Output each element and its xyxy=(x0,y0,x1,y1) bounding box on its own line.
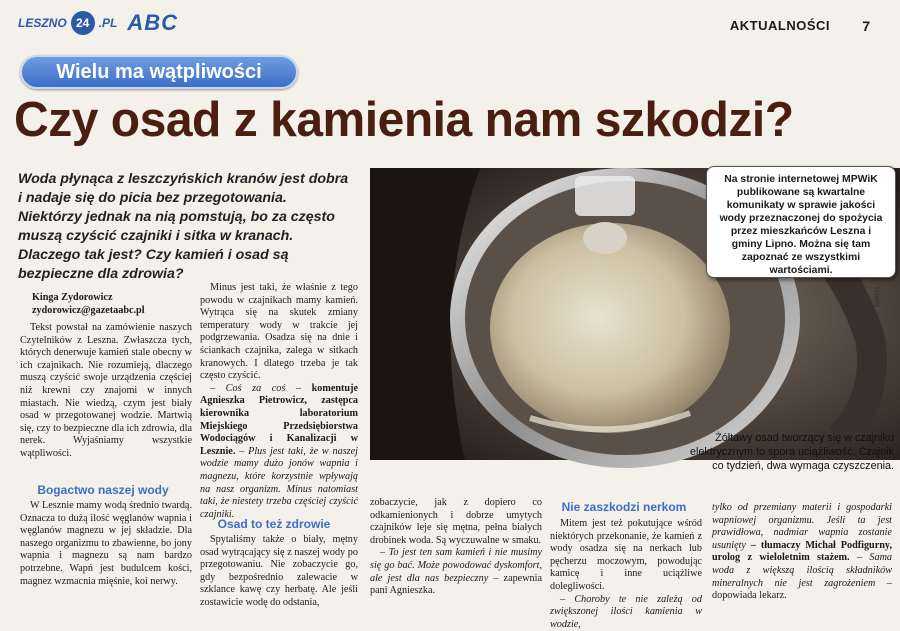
info-box: Na stronie internetowej MPWiK publikowane są kwartalne komunikaty w sprawie jakości wody przeznaczonej do spożycia przez mieszkańców Leszna i gminy Lipno. Można się tam zapoznać ze wszystkimi wartościami. xyxy=(706,166,896,278)
logo-badge: 24 xyxy=(71,11,95,35)
author-email[interactable]: zydorowicz@gazetaabc.pl xyxy=(32,305,145,316)
logo-brand: ABC xyxy=(127,10,179,35)
kicker-banner: Wielu ma wątpliwości xyxy=(20,55,298,89)
quote-attribution: komentuje Agnieszka Pietrowicz, zastępca kierownika laboratorium Miejskiego Przedsiębiorstwa Wodociągów i Kanalizacji w Lesznie. xyxy=(200,382,359,457)
page-number: 7 xyxy=(862,18,870,34)
quote-attribution: – tłumaczy Michał Podfigurny, urolog z wieloletnim stażem. xyxy=(712,539,892,564)
subheading-nerki: Nie zaszkodzi nerkom xyxy=(561,500,687,514)
logo-text-pl: .PL xyxy=(98,16,118,30)
body-paragraph: Minus jest taki, że właśnie z tego powodu w czajnikach mamy kamień. Wytrąca się na skutek zmiany temperatury wody w trakcie jej podgrzewania. Osadza się na dnie i ściankach czajnika, zalega w sitkach kranowych. I dlatego trzeba je tak często czyścić. xyxy=(200,282,358,382)
article-column-1-continued xyxy=(20,500,192,588)
subheading-osad: Osad to też zdrowie xyxy=(217,517,331,531)
article-column-1 xyxy=(20,322,192,461)
quote-attribution: – dopowiada lekarz. xyxy=(712,577,893,602)
quote-text: – Choroby te nie zależą od zwiększonej ilości kamienia w wodzie, xyxy=(550,593,702,630)
quote-text: – Plus jest taki, że w naszej wodzie mamy dużo jonów wapnia i magnezu, które korzystnie wpływają na nasz organizm. Minus natomiast taki, że niestety trzeba częściej czyścić czajniki. xyxy=(200,445,358,520)
body-paragraph: W Lesznie mamy wodą średnio twardą. Oznacza to dużą ilość węglanów wapnia i węglanów magnezu w jej składzie. Dla naszego organizmu to zbawienne, bo jony wapnia i magnezu są nam bardzo potrzebne. Wapń jest budulcem kości, magnez wzmacnia mięśnie, koi nerwy. xyxy=(20,500,192,587)
body-paragraph: zobaczycie, jak z dopiero co odkamienionych i dobrze umytych czajników leje się mętna, pełna białych drobinek woda. Są wyczuwalne w smaku. xyxy=(370,497,542,546)
lead-paragraph: Woda płynąca z leszczyńskich kranów jest dobra i nadaje się do picia bez przegotowania. Niektórzy jednak na nią pomstują, bo za często muszą czyścić czajniki i sitka w kranach. Dlaczego tak jest? Czy kamień i osad są bezpieczne dla zdrowia? xyxy=(18,171,349,282)
logo-text-leszno: LESZNO xyxy=(18,16,67,30)
author-name: Kinga Zydorowicz xyxy=(32,292,113,303)
quote-text: – To jest ten sam kamień i nie musimy się go bać. Może powodować dyskomfort, ale jest dla nas bezpieczny xyxy=(370,547,542,584)
photo-credit: Fot. E. Baldys xyxy=(874,286,881,330)
author-byline xyxy=(32,291,192,317)
body-paragraph: Tekst powstał na zamówienie naszych Czytelników z Leszna. Zwłaszcza tych, których denerwuje kamień stale obecny w ich czajnikach. Nie rozumieją, dlaczego muszą czyścić swoje urządzenia częściej niż krewni czy znajomi w innych miastach. Nie wiedzą, czym jest biały osad w przegotowanej wodzie. Martwią się, czy to bezpieczne dla ich zdrowia, dla nerek. Wyjaśniamy wszystkie wątpliwości. xyxy=(20,322,192,459)
quote-attribution: – zapewnia pani Agnieszka. xyxy=(370,572,543,597)
quote-paragraph xyxy=(712,502,892,603)
quote-text: tylko od przemiany materii i gospodarki wapniowej organizmu. Jeśli ta jest prawidłowa, nadmiar wapnia zostanie usunięty xyxy=(712,502,892,551)
masthead-logo xyxy=(18,10,178,36)
section-label: AKTUALNOŚCI xyxy=(729,18,830,33)
body-paragraph: Mitem jest też pokutujące wśród niektórych przekonanie, że kamień z wody osadza się na nerkach lub pęcherzu moczowym, powodując kamicę i inne uciążliwe dolegliwości. xyxy=(550,518,702,592)
article-column-2 xyxy=(200,282,358,521)
article-column-2-continued xyxy=(200,534,358,610)
article-column-4 xyxy=(550,518,702,631)
body-paragraph: Spytaliśmy także o biały, mętny osad wytrącający się z naszej wody po przegotowaniu. Nie zobaczycie go, gdy bezpośrednio zalewacie w szklance kawę czy herbatę. Ale jeśli zostawicie wodę do odstania, xyxy=(200,534,358,608)
quote-paragraph xyxy=(200,383,358,522)
quote-text: – Sama woda z większą ilością składników mineralnych nie jest zagrożeniem xyxy=(712,552,893,589)
article-column-3 xyxy=(370,497,542,598)
headline: Czy osad z kamienia nam szkodzi? xyxy=(14,93,794,147)
photo-caption: Żółtawy osad tworzący się w czajniku elektrycznym to spora uciążliwość. Czajnik co tydzień, dwa wymaga czyszczenia. xyxy=(690,432,895,472)
quote-open: – Coś za coś – xyxy=(210,382,302,394)
subheading-bogactwo: Bogactwo naszej wody xyxy=(37,483,169,497)
article-column-5 xyxy=(712,502,892,603)
quote-paragraph xyxy=(370,547,542,597)
